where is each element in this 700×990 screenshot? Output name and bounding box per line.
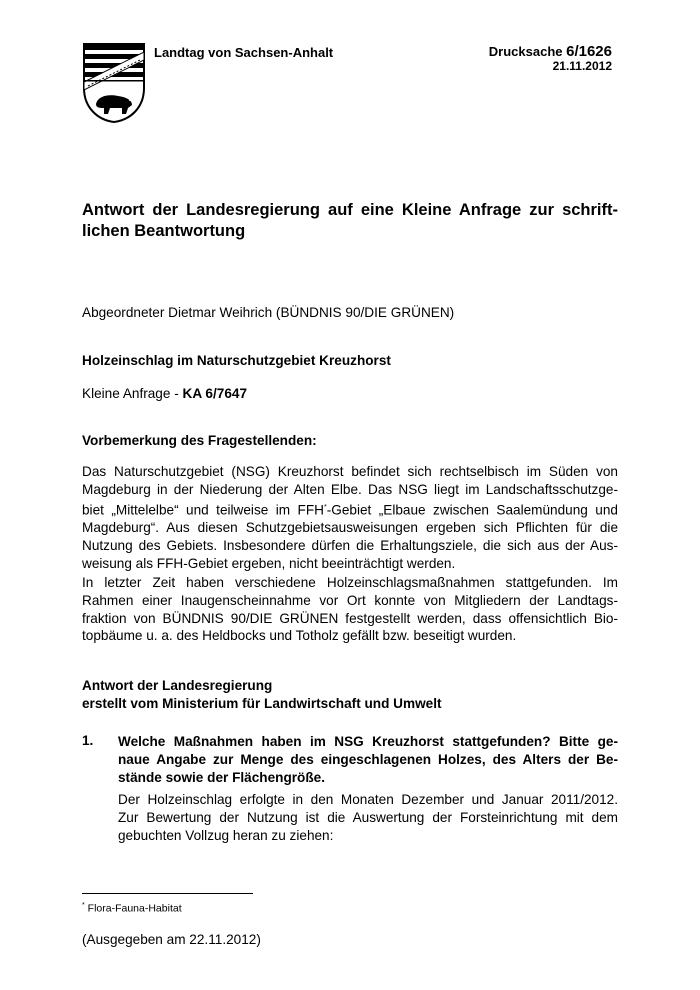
print-number: 6/1626 — [566, 43, 612, 60]
answer-line: Zur Bewertung der Nutzung ist die Auswertung der Forsteinrichtung mit dem — [118, 809, 618, 825]
footnote-marker: * — [323, 503, 327, 511]
answer-subheading-line: erstellt vom Ministerium für Landwirtschaft und Umwelt — [82, 695, 442, 711]
preliminary-paragraph-2 — [82, 574, 618, 645]
question-line: stände sowie der Flächengröße. — [118, 769, 325, 785]
answer-line: gebuchten Vollzug heran zu ziehen: — [118, 827, 334, 843]
answer-heading — [82, 677, 442, 713]
para2-line: topbäume u. a. des Heldbocks und Totholz gefällt bzw. beseitigt wurden. — [82, 628, 517, 644]
inquiry-number: KA 6/7647 — [182, 386, 247, 401]
inquiry-prefix: Kleine Anfrage - — [82, 386, 183, 401]
state-coat-of-arms — [82, 42, 146, 124]
para2-line: In letzter Zeit haben verschiedene Holzeinschlagsmaßnahmen stattgefunden. Im — [82, 575, 618, 590]
answer-line: Der Holzeinschlag erfolgte in den Monaten Dezember und Januar 2011/2012. — [118, 792, 618, 807]
footnote-mark: * — [82, 902, 85, 909]
answer-1-text — [118, 791, 618, 844]
answer-heading-line: Antwort der Landesregierung — [82, 678, 273, 693]
para1-line: weisung als FFH-Gebiet ergeben, nicht beeinträchtigt werden. — [82, 555, 456, 571]
print-info — [489, 44, 612, 74]
question-line: naue Angabe zur Menge des eingeschlagenen Holzes, des Alters der Be- — [118, 751, 618, 767]
footnote — [82, 902, 182, 915]
para2-line: Rahmen einer Inaugenscheinnahme vor Ort konnte von Mitgliedern der Landtags- — [82, 592, 618, 608]
preliminary-paragraph-1 — [82, 463, 618, 572]
para2-line: fraktion von BÜNDNIS 90/DIE GRÜNEN festgestellt werden, dass offensichtlich Bio- — [82, 610, 618, 626]
subject-heading: Holzeinschlag im Naturschutzgebiet Kreuzhorst — [82, 353, 391, 368]
footnote-separator — [82, 893, 253, 894]
issued-date: (Ausgegeben am 22.11.2012) — [82, 932, 261, 947]
para1-line-part: biet „Mittelelbe“ und teilweise im FFH — [82, 502, 324, 518]
para1-line — [82, 499, 618, 519]
document-title — [82, 200, 618, 242]
question-line: Welche Maßnahmen haben im NSG Kreuzhorst stattgefunden? Bitte ge- — [118, 734, 618, 749]
title-line-2: lichen Beantwortung — [82, 222, 246, 240]
para1-line: Nutzung des Gebiets. Insbesondere dürfen die Erhaltungsziele, die sich aus der Aus- — [82, 537, 618, 553]
para1-line: Magdeburg“. Aus diesen Schutzgebietsausweisungen ergeben sich Pflichten für die — [82, 519, 618, 535]
para1-line-part: -Gebiet „Elbaue zwischen Saalemündung und — [326, 502, 618, 518]
inquiry-line — [82, 385, 247, 403]
preliminary-heading: Vorbemerkung des Fragestellenden: — [82, 433, 317, 448]
print-date: 21.11.2012 — [552, 59, 612, 73]
para1-line: Magdeburg in der Niederung der Alten Elbe. Das NSG liegt im Landschaftsschutzge- — [82, 481, 618, 497]
question-1-number: 1. — [82, 733, 94, 748]
print-label: Drucksache — [488, 44, 567, 59]
parliament-name: Landtag von Sachsen-Anhalt — [154, 45, 334, 60]
footnote-text: Flora-Fauna-Habitat — [87, 902, 182, 915]
title-line-1: Antwort der Landesregierung auf eine Kleine Anfrage zur schrift- — [82, 201, 618, 219]
question-1-text — [118, 733, 618, 786]
para1-line: Das Naturschutzgebiet (NSG) Kreuzhorst befindet sich rechtselbisch im Süden von — [82, 464, 618, 479]
deputy-line: Abgeordneter Dietmar Weihrich (BÜNDNIS 90/DIE GRÜNEN) — [82, 305, 455, 320]
